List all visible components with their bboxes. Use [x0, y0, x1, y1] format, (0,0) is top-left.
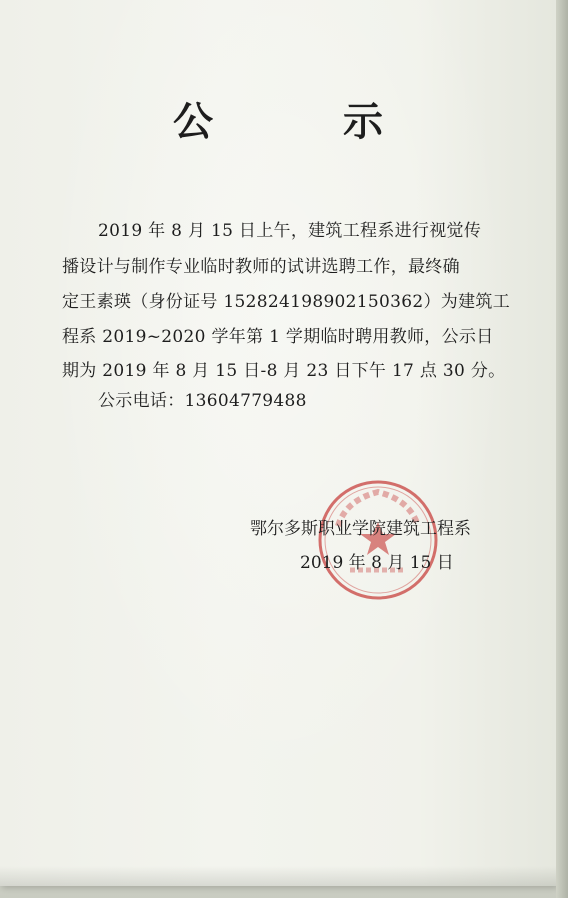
phone-line: 公示电话：13604779488: [98, 391, 307, 411]
body-line-3: 定王素瑛（身份证号 152824198902150362）为建筑工: [62, 292, 510, 312]
body-line-4: 程系 2019~2020 学年第 1 学期临时聘用教师，公示日: [62, 327, 494, 347]
body-line-5: 期为 2019 年 8 月 15 日-8 月 23 日下午 17 点 30 分。: [62, 361, 506, 381]
body-line-1: 2019 年 8 月 15 日上午，建筑工程系进行视觉传: [98, 221, 482, 241]
paper-bottom-shadow: [0, 866, 556, 886]
paper-right-edge: [556, 0, 568, 898]
official-seal-stamp: [316, 478, 440, 602]
signature-organization: 鄂尔多斯职业学院建筑工程系: [250, 519, 471, 539]
body-line-2: 播设计与制作专业临时教师的试讲选聘工作，最终确: [62, 257, 460, 277]
signature-date: 2019 年 8 月 15 日: [300, 553, 454, 573]
seal-graphic: [320, 482, 436, 598]
notice-title: 公 示: [173, 99, 441, 145]
